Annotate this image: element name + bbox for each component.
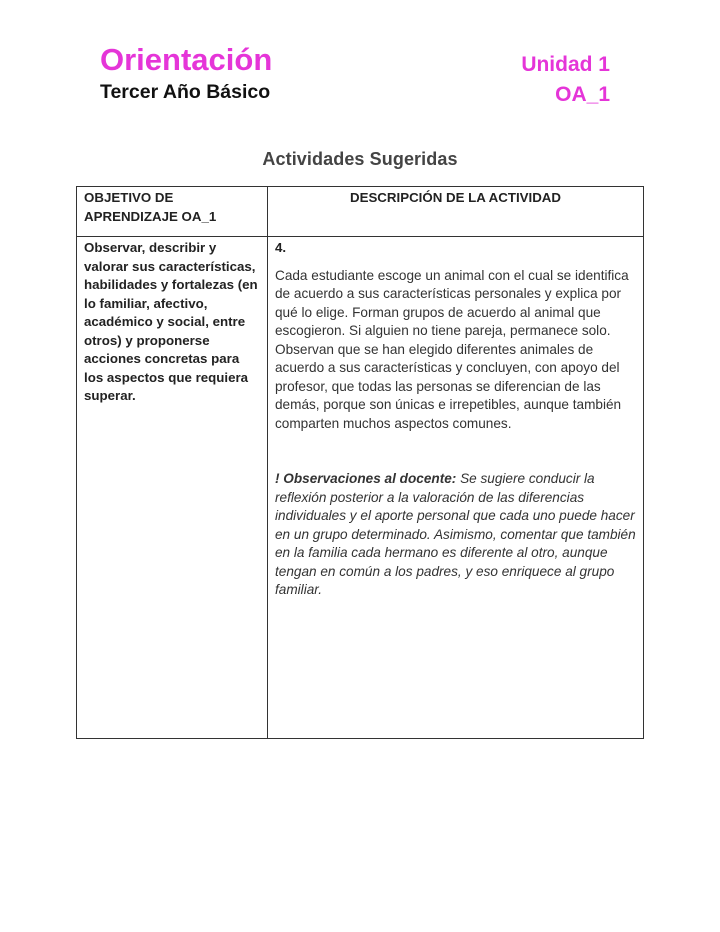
description-cell <box>268 237 644 739</box>
header-right <box>521 53 610 107</box>
subject-title: Orientación <box>100 42 273 77</box>
header-left <box>100 42 272 104</box>
teacher-note-text: Se sugiere conducir la reflexión posterior a la valoración de las diferencias individuales y el aporte personal que cada uno puede hacer en un grupo determinado. Asimismo, comentar que también en la familia cada hermano es diferente al otro, aunque tengan en común a los padres, y eso enriquece al grupo familiar. <box>275 471 636 597</box>
objective-column-header: OBJETIVO DE APRENDIZAJE OA_1 <box>77 187 268 237</box>
description-column-header: DESCRIPCIÓN DE LA ACTIVIDAD <box>268 187 644 237</box>
objective-cell: Observar, describir y valorar sus características, habilidades y fortalezas (en lo familiar, afectivo, académico y social, entre otros) y proponerse acciones concretas para los aspectos que requiera superar. <box>77 237 268 739</box>
section-title: Actividades Sugeridas <box>262 149 458 169</box>
teacher-note <box>275 470 636 600</box>
activity-table <box>76 186 644 739</box>
objective-code: OA_1 <box>555 83 610 106</box>
activity-description: Cada estudiante escoge un animal con el cual se identifica de acuerdo a sus características personales y explica por qué lo elige. Forman grupos de acuerdo al animal que escogieron. Si alguien no tiene pareja, permanece solo. Observan que se han elegido diferentes animales de acuerdo a sus características y concluyen, con apoyo del profesor, que todas las personas se diferencian de las demás, porque son únicas e irrepetibles, aunque también comparten muchos aspectos comunes. <box>275 267 629 431</box>
table-row <box>77 237 644 739</box>
teacher-note-label: ! Observaciones al docente: <box>275 471 457 486</box>
unit-label: Unidad 1 <box>521 53 610 76</box>
activity-number: 4. <box>275 240 287 255</box>
grade-title: Tercer Año Básico <box>100 81 271 103</box>
table-header-row <box>77 187 644 237</box>
